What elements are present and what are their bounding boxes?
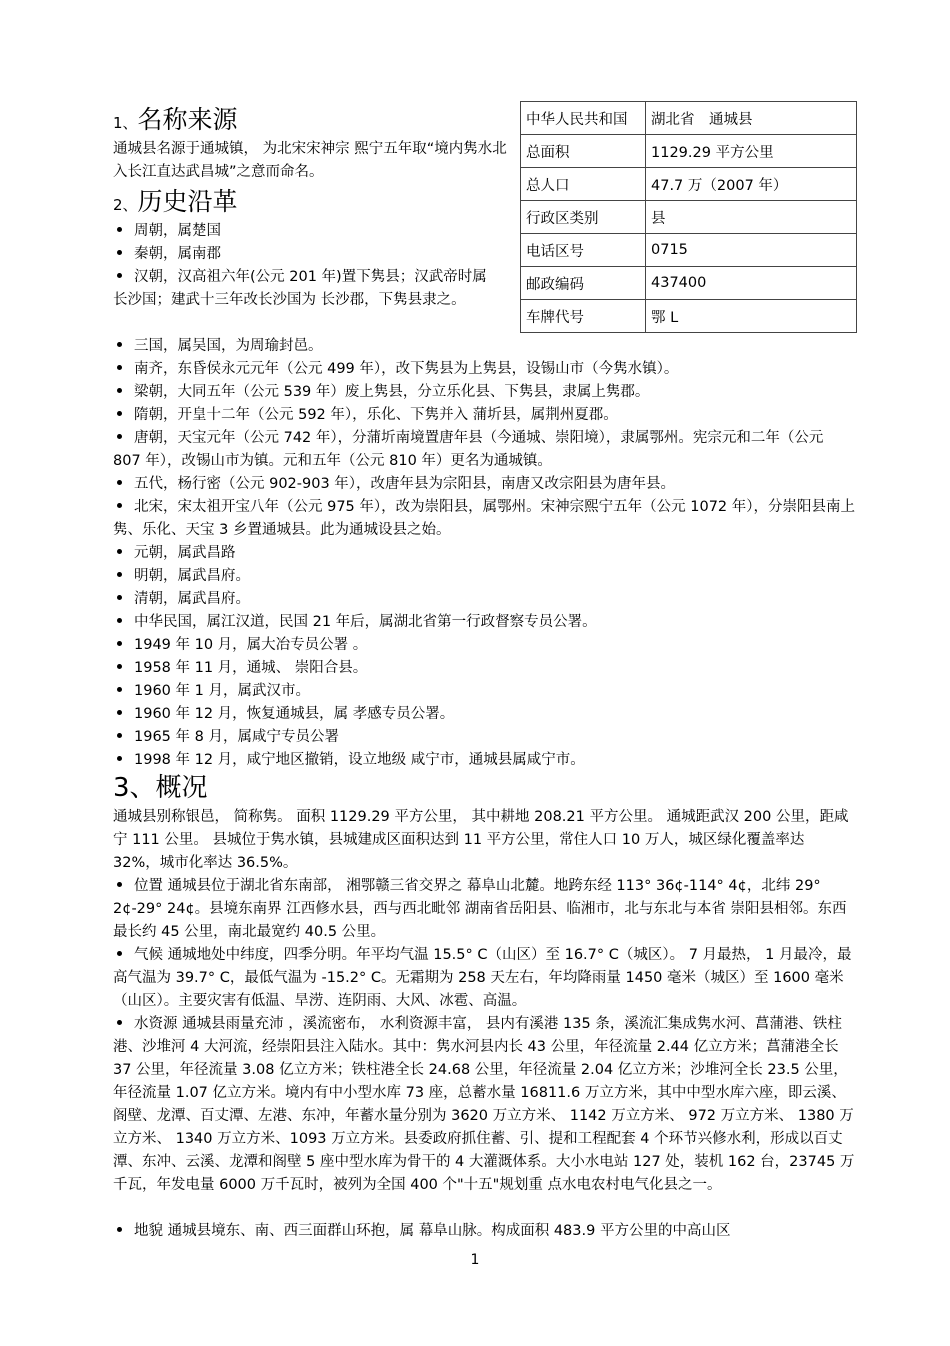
table-row — [521, 102, 857, 135]
list-item: 地貌 通城县境东、南、西三面群山环抱，属 幕阜山脉。构成面积 483.9 平方公里的中高山区 — [113, 1220, 855, 1243]
table-value: 县 — [646, 201, 857, 234]
list-item: 位置 通城县位于湖北省东南部， 湘鄂赣三省交界之 幕阜山北麓。地跨东经 113° 36¢-114° 4¢，北纬 29° 2¢-29° 24¢。县境东南界 江西修水县，西与西北毗邻 湖南省岳阳县、临湘市，北与东北与本省 崇阳县相邻。东西最长约 45 公里，南北最宽约 40.5 公里。 — [113, 878, 847, 940]
table-key: 电话区号 — [521, 234, 646, 267]
list-item: 周朝，属楚国 — [113, 220, 513, 243]
section-3-paragraph: 通城县别称银邑， 简称隽。 面积 1129.29 平方公里， 其中耕地 208.21 平方公里。 通城距武汉 200 公里，距咸宁 111 公里。 县城位于隽水镇，县城建成区面积达到 11 平方公里，常住人口 10 万人，城区绿化覆盖率达 32%，城市化率达 36.5%。 — [113, 809, 849, 871]
table-key: 车牌代号 — [521, 300, 646, 333]
list-item: 1965 年 8 月，属咸宁专员公署 — [113, 726, 855, 749]
list-item: 中华民国，属江汉道，民国 21 年后，属湖北省第一行政督察专员公署。 — [113, 611, 855, 634]
list-item: 水资源 通城县雨量充沛 ，溪流密布， 水利资源丰富， 县内有溪港 135 条，溪流汇集成隽水河、菖蒲港、铁柱港、沙堆河 4 大河流，经崇阳县注入陆水。其中：隽水河县内长 43 公里，年径流量 2.44 亿立方米；菖蒲港全长 37 公里，年径流量 3.08 亿立方米；铁柱港全长 24.68 公里，年径流量 2.04 亿立方米；沙堆河全长 23.5 公里，年径流量 1.07 亿立方米。境内有中小型水库 73 座，总蓄水量 16811.6 万立方米，其中中型水库六座，即云溪、阁壁、龙潭、百丈潭、左港、东冲，年蓄水量分别为 3620 万立方米、 1142 万立方米、 972 万立方米、 1380 万立方米、 1340 万立方米、1093 万立方米。县委政府抓住蓄、引、提和工程配套 4 个环节兴修水利，形成以百丈潭、东冲、云溪、龙潭和阁壁 5 座中型水库为骨干的 4 大灌溉体系。大小水电站 127 处，装机 162 台，23745 万千瓦，年发电量 6000 万千瓦时，被列为全国 400 个"十五"规划重 点水电农村电气化县之一。 — [113, 1016, 855, 1193]
section-2-title: 历史沿革 — [137, 187, 238, 216]
table-value: 鄂 L — [646, 300, 857, 333]
list-item: 明朝，属武昌府。 — [113, 565, 855, 588]
table-row — [521, 201, 857, 234]
section-1-number: 1、 — [113, 114, 138, 132]
list-item: 汉朝，汉高祖六年(公元 201 年)置下隽县；汉武帝时属长沙国；建武十三年改长沙国为 长沙郡，下隽县隶之。 — [113, 269, 487, 308]
table-key: 总人口 — [521, 168, 646, 201]
table-key: 中华人民共和国 — [521, 102, 646, 135]
table-value: 437400 — [646, 267, 857, 300]
list-item: 元朝，属武昌路 — [113, 542, 855, 565]
table-row — [521, 267, 857, 300]
table-value: 47.7 万（2007 年） — [646, 168, 857, 201]
list-item: 唐朝，天宝元年（公元 742 年），分蒲圻南境置唐年县（今通城、崇阳境），隶属鄂州。宪宗元和二年（公元 807 年），改锡山市为镇。元和五年（公元 810 年）更名为通城镇。 — [113, 430, 824, 469]
list-item: 1998 年 12 月，咸宁地区撤销，设立地级 咸宁市，通城县属咸宁市。 — [113, 749, 855, 772]
table-row — [521, 234, 857, 267]
section-3-title: 3、概况 — [113, 773, 208, 803]
table-value: 湖北省 通城县 — [646, 102, 857, 135]
table-row — [521, 300, 857, 333]
county-info-table — [520, 101, 857, 333]
table-value: 0715 — [646, 234, 857, 267]
list-item: 隋朝，开皇十二年（公元 592 年），乐化、下隽并入 蒲圻县，属荆州夏郡。 — [113, 404, 855, 427]
list-item: 1958 年 11 月，通城、 崇阳合县。 — [113, 657, 855, 680]
list-item: 北宋，宋太祖开宝八年（公元 975 年），改为崇阳县，属鄂州。宋神宗熙宁五年（公元 1072 年），分崇阳县南上隽、乐化、天宝 3 乡置通城县。此为通城设县之始。 — [113, 499, 856, 538]
list-item: 1949 年 10 月，属大冶专员公署 。 — [113, 634, 855, 657]
list-item: 南齐，东昏侯永元元年（公元 499 年），改下隽县为上隽县，设锡山市（今隽水镇）。 — [113, 358, 855, 381]
list-item: 气候 通城地处中纬度，四季分明。年平均气温 15.5° C（山区）至 16.7° C（城区）。 7 月最热， 1 月最冷，最高气温为 39.7° C，最低气温为 -15.2° C。无霜期为 258 天左右，年均降雨量 1450 毫米（城区）至 1600 毫米 （山区）。主要灾害有低温、旱涝、连阴雨、大风、冰雹、高温。 — [113, 947, 852, 1009]
table-row — [521, 135, 857, 168]
table-value: 1129.29 平方公里 — [646, 135, 857, 168]
section-2-number: 2、 — [113, 196, 138, 214]
list-item: 梁朝，大同五年（公元 539 年）废上隽县，分立乐化县、下隽县，隶属上隽郡。 — [113, 381, 855, 404]
list-item: 秦朝，属南郡 — [113, 243, 513, 266]
list-item: 三国，属吴国，为周瑜封邑。 — [113, 335, 855, 358]
table-key: 邮政编码 — [521, 267, 646, 300]
table-row — [521, 168, 857, 201]
section-1-heading — [113, 104, 238, 139]
table-key: 行政区类别 — [521, 201, 646, 234]
list-item: 1960 年 12 月，恢复通城县，属 孝感专员公署。 — [113, 703, 855, 726]
section-1-title: 名称来源 — [137, 105, 238, 134]
list-item: 清朝，属武昌府。 — [113, 588, 855, 611]
list-item: 1960 年 1 月，属武汉市。 — [113, 680, 855, 703]
list-item: 五代，杨行密（公元 902-903 年），改唐年县为宗阳县，南唐又改宗阳县为唐年县。 — [113, 473, 855, 496]
page-number: 1 — [470, 1252, 480, 1268]
section-2-heading — [113, 186, 238, 221]
table-key: 总面积 — [521, 135, 646, 168]
section-1-paragraph: 通城县名源于通城镇， 为北宋宋神宗 熙宁五年取“境内隽水北入长江直达武昌城”之意而命名。 — [113, 141, 507, 180]
